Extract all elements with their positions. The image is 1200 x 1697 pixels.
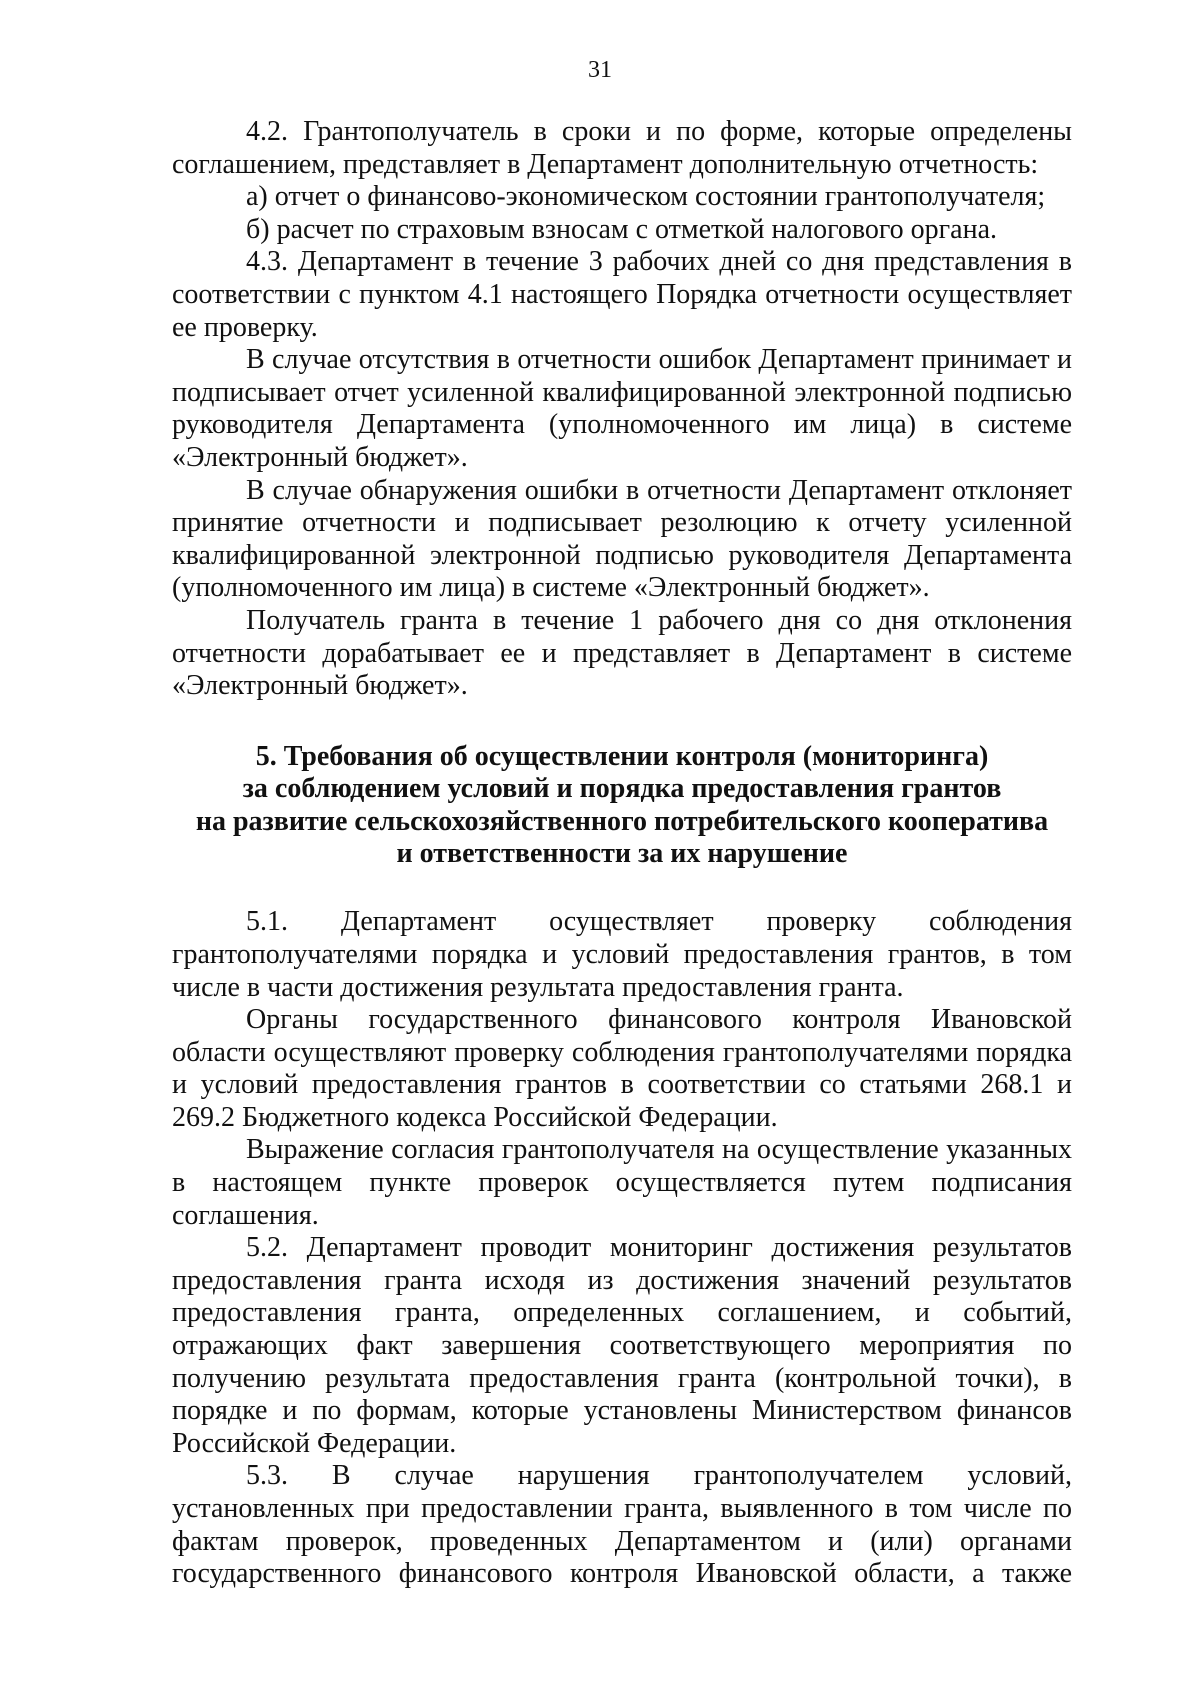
section-5-heading-line: за соблюдением условий и порядка предоставления грантов: [242, 773, 1002, 805]
paragraph-5-1-control-bodies: Органы государственного финансового контроля Ивановской области осуществляют проверку соблюдения грантополучателями порядка и условий предоставления грантов в соответствии со статьями 268.1 и 269.2 Бюджетного кодекса Российской Федерации.: [172, 1004, 1072, 1133]
paragraph-4-2: 4.2. Грантополучатель в сроки и по форме, которые определены соглашением, представляет в Департамент дополнительную отчетность:: [172, 116, 1072, 180]
paragraph-5-1: 5.1. Департамент осуществляет проверку соблюдения грантополучателями порядка и условий предоставления грантов, в том числе в части достижения результата предоставления гранта.: [172, 906, 1072, 1003]
section-5-heading-line: 5. Требования об осуществлении контроля (мониторинга): [255, 740, 989, 772]
paragraph-4-3: 4.3. Департамент в течение 3 рабочих дней со дня представления в соответствии с пунктом 4.1 настоящего Порядка отчетности осуществляет ее проверку.: [172, 246, 1072, 343]
paragraph-4-3-errors-found: В случае обнаружения ошибки в отчетности Департамент отклоняет принятие отчетности и подписывает резолюцию к отчету усиленной квалифицированной электронной подписью руководителя Департамента (уполномоченного им лица) в системе «Электронный бюджет».: [172, 474, 1072, 604]
paragraph-5-2: 5.2. Департамент проводит мониторинг достижения результатов предоставления гранта исходя из достижения значений результатов предоставления гранта, определенных соглашением, и событий, отражающих факт завершения соответствующего мероприятия по получению результата предоставления гранта (контрольной точки), в порядке и по формам, которые установлены Министерством финансов Российской Федерации.: [172, 1232, 1072, 1459]
section-5-heading-line: на развитие сельскохозяйственного потребительского кооператива: [195, 805, 1049, 837]
paragraph-5-1-consent: Выражение согласия грантополучателя на осуществление указанных в настоящем пункте проверок осуществляется путем подписания соглашения.: [172, 1134, 1072, 1231]
page-number: 31: [588, 57, 612, 83]
paragraph-4-3-no-errors: В случае отсутствия в отчетности ошибок Департамент принимает и подписывает отчет усиленной квалифицированной электронной подписью руководителя Департамента (уполномоченного им лица) в системе «Электронный бюджет».: [172, 344, 1072, 473]
paragraph-4-3-rework: Получатель гранта в течение 1 рабочего дня со дня отклонения отчетности дорабатывает ее и представляет в Департамент в системе «Электронный бюджет».: [172, 604, 1072, 702]
paragraph-5-3: 5.3. В случае нарушения грантополучателем условий, установленных при предоставлении гранта, выявленного в том числе по фактам проверок, проведенных Департаментом и (или) органами государственного финансового контроля Ивановской области, а также: [172, 1460, 1072, 1590]
section-5-heading: [172, 741, 1072, 871]
section-5-heading-line: и ответственности за их нарушение: [396, 837, 848, 869]
paragraph-4-2-item-b: б) расчет по страховым взносам с отметкой налогового органа.: [246, 213, 997, 245]
document-body: [172, 116, 1072, 1591]
paragraph-4-2-item-a: а) отчет о финансово-экономическом состоянии грантополучателя;: [246, 181, 1046, 213]
